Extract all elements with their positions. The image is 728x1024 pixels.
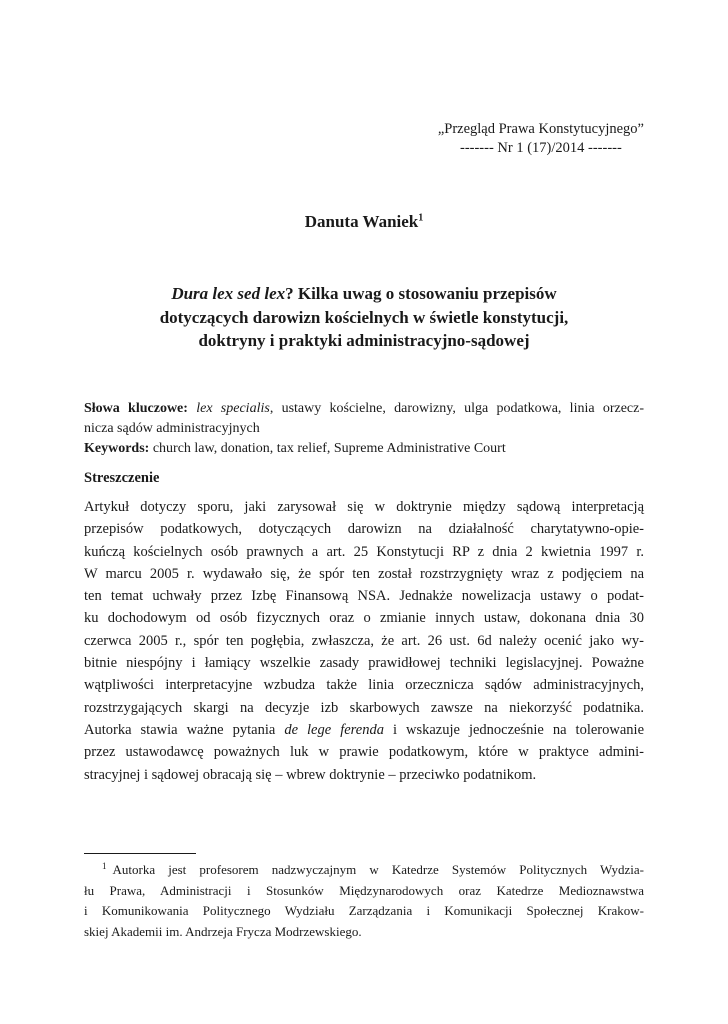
- abstract-heading: Streszczenie: [84, 470, 160, 486]
- footnote-line: łu Prawa, Administracji i Stosunków Międzynarodowych oraz Katedrze Medioznawstwa: [84, 882, 644, 898]
- author-name: [0, 212, 728, 232]
- abstract-line-11-before: Autorka stawia ważne pytania: [84, 721, 285, 738]
- keywords-en-label: Keywords:: [84, 441, 150, 456]
- abstract-line-11: [84, 719, 644, 741]
- keywords-pl-line-1: [84, 399, 644, 419]
- journal-issue: ------- Nr 1 (17)/2014 -------: [459, 140, 622, 156]
- keywords-en-text: church law, donation, tax relief, Supreme Administrative Court: [149, 441, 506, 456]
- abstract-line: przepisów podatkowych, dotyczących darowizn na działalność charytatywno-opie-: [84, 521, 644, 538]
- footnote-line: i Komunikowania Politycznego Wydziału Zarządzania i Komunikacji Społecznej Krakow-: [84, 903, 644, 918]
- abstract-line-12: przez ustawodawcę poważnych luk w prawie podatkowym, które w praktyce admini-: [84, 744, 644, 761]
- footnote-line-1-text: Autorka jest profesorem nadzwyczajnym w Katedrze Systemów Politycznych Wydzia-: [112, 862, 644, 877]
- keywords-pl-label: Słowa kluczowe:: [84, 401, 188, 416]
- author-footnote-mark: 1: [418, 212, 424, 224]
- title-line-1: [84, 282, 644, 306]
- title-line-3: doktryny i praktyki administracyjno-sądowej: [198, 331, 530, 350]
- abstract-italic-phrase: de lege ferenda: [284, 721, 384, 738]
- keywords-pl-line-2: nicza sądów administracyjnych: [84, 421, 260, 436]
- abstract-body: [84, 496, 644, 786]
- journal-name: „Przegląd Prawa Konstytucyjnego”: [437, 121, 644, 137]
- title-line-1-rest: ? Kilka uwag o stosowaniu przepisów: [285, 284, 557, 303]
- abstract-line: rozstrzygających skargi na decyzje izb skarbowych zawsze na niekorzyść podatnika.: [84, 699, 644, 716]
- abstract-line: ten temat uchwały przez Izbę Finansową NSA. Jednakże nowelizacja ustawy o podat-: [84, 588, 644, 605]
- article-title: [84, 282, 644, 353]
- abstract-line: Artykuł dotyczy sporu, jaki zarysował się w doktrynie między sądową interpretacją: [84, 499, 644, 515]
- keywords-pl-rest-1: , ustawy kościelne, darowizny, ulga podatkowa, linia orzecz-: [269, 401, 645, 416]
- abstract-line: czerwca 2005 r., spór ten pogłębia, zwłaszcza, że art. 26 ust. 6d należy ocenić jako wy-: [84, 632, 644, 649]
- footnote: [84, 860, 644, 942]
- keywords-pl-italic-term: lex specialis: [196, 401, 270, 416]
- abstract-line-11-after: i wskazuje jednocześnie na tolerowanie: [383, 721, 645, 738]
- abstract-line: W marcu 2005 r. wydawało się, że spór ten został rozstrzygnięty wraz z podjęciem na: [84, 565, 644, 582]
- footnote-line: skiej Akademii im. Andrzeja Frycza Modrzewskiego.: [84, 923, 362, 939]
- author-name-text: Danuta Waniek: [304, 212, 419, 231]
- title-line-2: dotyczących darowizn kościelnych w świetle konstytucji,: [159, 307, 569, 327]
- keywords-block: [84, 399, 644, 459]
- abstract-line: ku dochodowym od osób fizycznych oraz o zmianie innych ustaw, dokonana dnia 30: [84, 610, 644, 627]
- abstract-line-13: stracyjnej i sądowej obracają się – wbrew doktrynie – przeciwko podatnikom.: [84, 766, 537, 783]
- footnote-separator: [84, 853, 196, 854]
- abstract-line: wątpliwości interpretacyjne wzbudza także linia orzecznicza sądów administracyjnych,: [84, 677, 644, 694]
- keywords-en-line: [84, 439, 644, 459]
- title-italic-phrase: Dura lex sed lex: [171, 284, 286, 303]
- footnote-line-1: [84, 860, 644, 881]
- footnote-mark: 1: [102, 860, 107, 871]
- journal-header: [438, 120, 644, 158]
- abstract-line: kuńczą kościelnych osób prawnych a art. 25 Konstytucji RP z dnia 2 kwietnia 1997 r.: [84, 543, 644, 560]
- abstract-line: bitnie niespójny i łamiący wszelkie zasady prawidłowej techniki legislacyjnej. Poważne: [84, 655, 644, 672]
